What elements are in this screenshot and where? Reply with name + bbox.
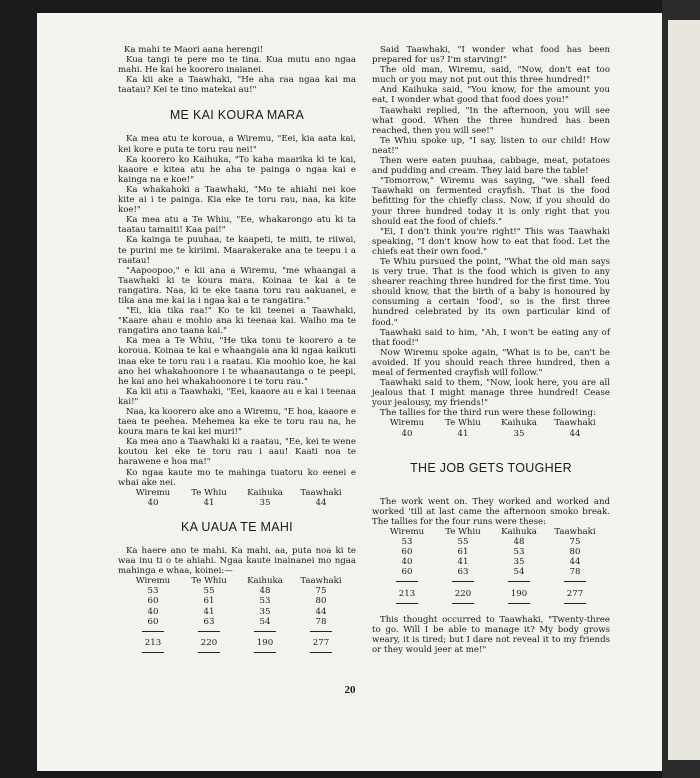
tally-table-third-run — [125, 488, 349, 508]
tally-header: Wiremu — [389, 418, 425, 429]
paragraph: "Ei, kia tika raa!" Ko te kii teenei a Taawhaki, "Kaare ahau e mohio ana ki teenaa kai. Waiho ma te rangatira ano taana kai." — [118, 306, 356, 337]
tally-value: 55 — [457, 537, 469, 548]
paragraph: Ka kii atu a Taawhaki, "Eei, kaaore au e kai i teenaa kai!" — [118, 386, 356, 407]
tally-total: 213 — [398, 588, 416, 599]
tally-row — [379, 547, 603, 557]
tally-header: Te Whiu — [445, 526, 481, 537]
tally-value: 53 — [513, 547, 525, 558]
paragraph: Naa, ka koorero ake ano a Wiremu, "E hoa, kaaore e taea te peehea. Mehemea ka eke te toru rau na, he koura mara te kai kei muri!" — [118, 407, 356, 438]
tally-value: 55 — [203, 586, 215, 597]
tally-value: 53 — [147, 586, 159, 597]
left-column — [118, 45, 356, 658]
paragraph: Ka mea atu a Te Whiu, "Ee, whakarongo atu ki ta taatau tamaiti! Kaa pai!" — [118, 215, 356, 236]
paragraph: The old man, Wiremu, said, "Now, don't eat too much or you may not put out this three hundred!" — [372, 65, 610, 86]
tally-row — [125, 586, 349, 596]
tally-rule — [125, 648, 349, 658]
tally-value: 41 — [457, 428, 469, 439]
tally-total: 277 — [566, 588, 584, 599]
tally-value: 60 — [147, 596, 159, 607]
paragraph: "Ei, I don't think you're right!" This was Taawhaki speaking, "I don't know how to eat that food. Let the chiefs eat their own food." — [372, 226, 610, 257]
tally-row — [379, 567, 603, 577]
tally-value: 75 — [315, 586, 327, 597]
tally-value: 44 — [315, 606, 327, 617]
paragraph: Said Taawhaki, "I wonder what food has been prepared for us? I'm starving!" — [372, 45, 610, 66]
paragraph: Ka kii ake a Taawhaki, "He aha raa ngaa kai ma taatau? Kei te tino matekai au!" — [118, 75, 356, 96]
paragraph: Now Wiremu spoke again, "What is to be, can't be avoided. If you should reach three hundred, then a meal of fermented crayfish will follow." — [372, 347, 610, 378]
tally-table-four-runs — [125, 576, 349, 658]
tally-value: 41 — [203, 497, 215, 508]
tally-value: 35 — [259, 497, 271, 508]
tally-total: 213 — [144, 637, 162, 648]
tally-value: 54 — [513, 567, 525, 578]
tally-total: 220 — [454, 588, 472, 599]
section-heading: THE JOB GETS TOUGHER — [410, 460, 572, 475]
paragraph: "Aapoopoo," e kii ana a Wiremu, "me whaangai a Taawhaki ki te koura mara. Koinaa te kai a te rangatira. Naa, ki te eke taana toru rau aakuanei, e tika ana me kai ia i ngaa kai a te rangatira." — [118, 265, 356, 306]
paragraph: Ka koorero ko Kaihuka, "To kaha maarika ki te kai, kaaore e kitea atu he aha te painga o ngaa kai e kainga na e koe!" — [118, 154, 356, 185]
paragraph: Taawhaki said to them, "Now, look here, you are all jealous that I might manage three hundred! Cease your jealousy, my friends!" — [372, 378, 610, 409]
tally-value: 35 — [259, 606, 271, 617]
paragraph: Taawhaki replied, "In the afternoon, you will see what good. When the three hundred has been reached, then you will see!" — [372, 105, 610, 136]
page-number: 20 — [344, 684, 356, 696]
tally-value: 78 — [315, 616, 327, 627]
paragraph: Te Whiu spoke up, "I say, listen to our child! How neat!" — [372, 135, 610, 156]
tally-value: 63 — [457, 567, 469, 578]
paragraph: Kua tangi te pere mo te tina. Kua mutu ano ngaa mahi. He kai he koorero inaianei. — [118, 55, 356, 76]
tally-total-row — [125, 637, 349, 648]
tally-header: Kaihuka — [247, 487, 283, 498]
tally-row — [125, 617, 349, 627]
tally-value: 40 — [401, 428, 413, 439]
tally-value: 48 — [259, 586, 271, 597]
tally-header: Te Whiu — [191, 576, 227, 587]
tally-row — [379, 557, 603, 567]
tally-value: 53 — [401, 537, 413, 548]
tally-total: 190 — [510, 588, 528, 599]
paragraph: Ko ngaa kaute mo te mahinga tuatoru ko eenei e whai ake nei. — [118, 467, 356, 488]
tally-value: 41 — [203, 606, 215, 617]
tally-total: 277 — [312, 637, 330, 648]
tally-rule — [379, 599, 603, 609]
paragraph: Ka mea ano a Taawhaki ki a raatau, "Ee, kei te wene koutou kei eke te toru rau i aau! Kaati noa te harawene e hoa ma!" — [118, 437, 356, 468]
tally-value: 63 — [203, 616, 215, 627]
tally-header: Kaihuka — [501, 418, 537, 429]
tally-rule — [125, 627, 349, 637]
tally-value: 44 — [569, 428, 581, 439]
tally-value: 54 — [259, 616, 271, 627]
facing-page-edge — [668, 20, 700, 760]
paragraph: This thought occurred to Taawhaki, "Twenty-three to go. Will I be able to manage it? My body grows weary, it is tired; but I dare not reveal it to my friends or they would jeer at me!" — [372, 614, 610, 655]
tally-value: 60 — [401, 547, 413, 558]
tally-value: 44 — [569, 557, 581, 568]
tally-value: 53 — [259, 596, 271, 607]
tally-total: 220 — [200, 637, 218, 648]
tally-header: Taawhaki — [300, 487, 342, 498]
paragraph: Ka haere ano te mahi. Ka mahi, aa, puta noa ki te waa inu ti o te ahiahi. Ngaa kaute inainanei mo ngaa mahinga e whaa, koinei:— — [118, 545, 356, 577]
tally-header: Wiremu — [389, 526, 425, 537]
tally-header: Wiremu — [135, 576, 171, 587]
tally-header: Te Whiu — [191, 487, 227, 498]
tally-value: 60 — [147, 616, 159, 627]
tally-value: 40 — [147, 497, 159, 508]
tally-value: 61 — [203, 596, 215, 607]
tally-value: 80 — [569, 547, 581, 558]
paragraph: Te Whiu pursued the point, "What the old man says is very true. That is the food which is given to any shearer reaching three hundred for the first time. You should know, that the birth of a baby is honoured by consuming a certain 'food', so is the first three hundred celebrated by its own particular kind of food." — [372, 256, 610, 328]
tally-table-third-run — [379, 418, 603, 438]
tally-value: 78 — [569, 567, 581, 578]
paragraph: Ka mahi te Maori aana herengi! — [124, 45, 264, 55]
tally-header: Taawhaki — [554, 526, 596, 537]
tally-row — [125, 607, 349, 617]
tally-value: 75 — [569, 537, 581, 548]
paragraph: The work went on. They worked and worked and worked 'till at last came the afternoon smoko break. The tallies for the four runs were these: — [372, 496, 610, 527]
tally-total: 190 — [256, 637, 274, 648]
tally-value: 80 — [315, 596, 327, 607]
tally-header: Kaihuka — [501, 526, 537, 537]
paragraph: The tallies for the third run were these following: — [380, 408, 596, 419]
tally-header: Kaihuka — [247, 576, 283, 587]
tally-value: 60 — [401, 567, 413, 578]
paragraph: Ka mea a Te Whiu, "He tika tonu te koorero a te koroua. Koinaa te kai e whaangaia ana ki ngaa kaikuti inaa eke te toru rau i a raatau. Kia moohio koe, he kai ano hei whakahoonore i te whaanautanga o te peepi, he kai ano hei whakahoonore i te toru rau." — [118, 336, 356, 387]
paragraph: Then were eaten puuhaa, cabbage, meat, potatoes and pudding and cream. They laid bare the table! — [372, 156, 610, 177]
tally-header: Wiremu — [135, 487, 171, 498]
tally-value: 40 — [147, 606, 159, 617]
tally-value: 40 — [401, 557, 413, 568]
tally-value: 44 — [315, 497, 327, 508]
paragraph: And Kaihuka said, "You know, for the amount you eat, I wonder what good that food does you!" — [372, 85, 610, 106]
section-heading: ME KAI KOURA MARA — [169, 108, 305, 123]
right-column — [372, 45, 610, 655]
paragraph: "Tomorrow," Wiremu was saying, "we shall feed Taawhaki on fermented crayfish. That is the food befitting for the chiefly class. Now, if you should do your three hundred today it is only right that you should eat the food of chiefs." — [372, 176, 610, 227]
tally-total-row — [379, 588, 603, 599]
paragraph: Taawhaki said to him, "Ah, I won't be eating any of that food!" — [372, 327, 610, 348]
tally-row — [379, 537, 603, 547]
paragraph: Ka kainga te puuhaa, te kaapeti, te miiti, te riiwai, te purini me te kiriimi. Maarakerake ana te teepu i a raatau! — [118, 235, 356, 266]
tally-value: 48 — [513, 537, 525, 548]
tally-rule — [379, 577, 603, 587]
tally-header: Taawhaki — [554, 418, 596, 429]
tally-header: Te Whiu — [445, 418, 481, 429]
paragraph: Ka whakahoki a Taawhaki, "Mo te ahiahi nei koe kite ai i te painga. Kia eke te toru rau, naa, ka kite koe!" — [118, 184, 356, 216]
tally-value: 41 — [457, 557, 469, 568]
paragraph: Ka mea atu te koroua, a Wiremu, "Eei, kia aata kai, kei kore e puta te toru rau nei!" — [118, 134, 356, 155]
tally-value: 35 — [513, 428, 525, 439]
section-heading: KA UAUA TE MAHI — [181, 519, 293, 534]
tally-value: 35 — [513, 557, 525, 568]
tally-header: Taawhaki — [300, 576, 342, 587]
tally-row — [125, 596, 349, 606]
tally-table-four-runs — [379, 527, 603, 609]
tally-value: 61 — [457, 547, 469, 558]
